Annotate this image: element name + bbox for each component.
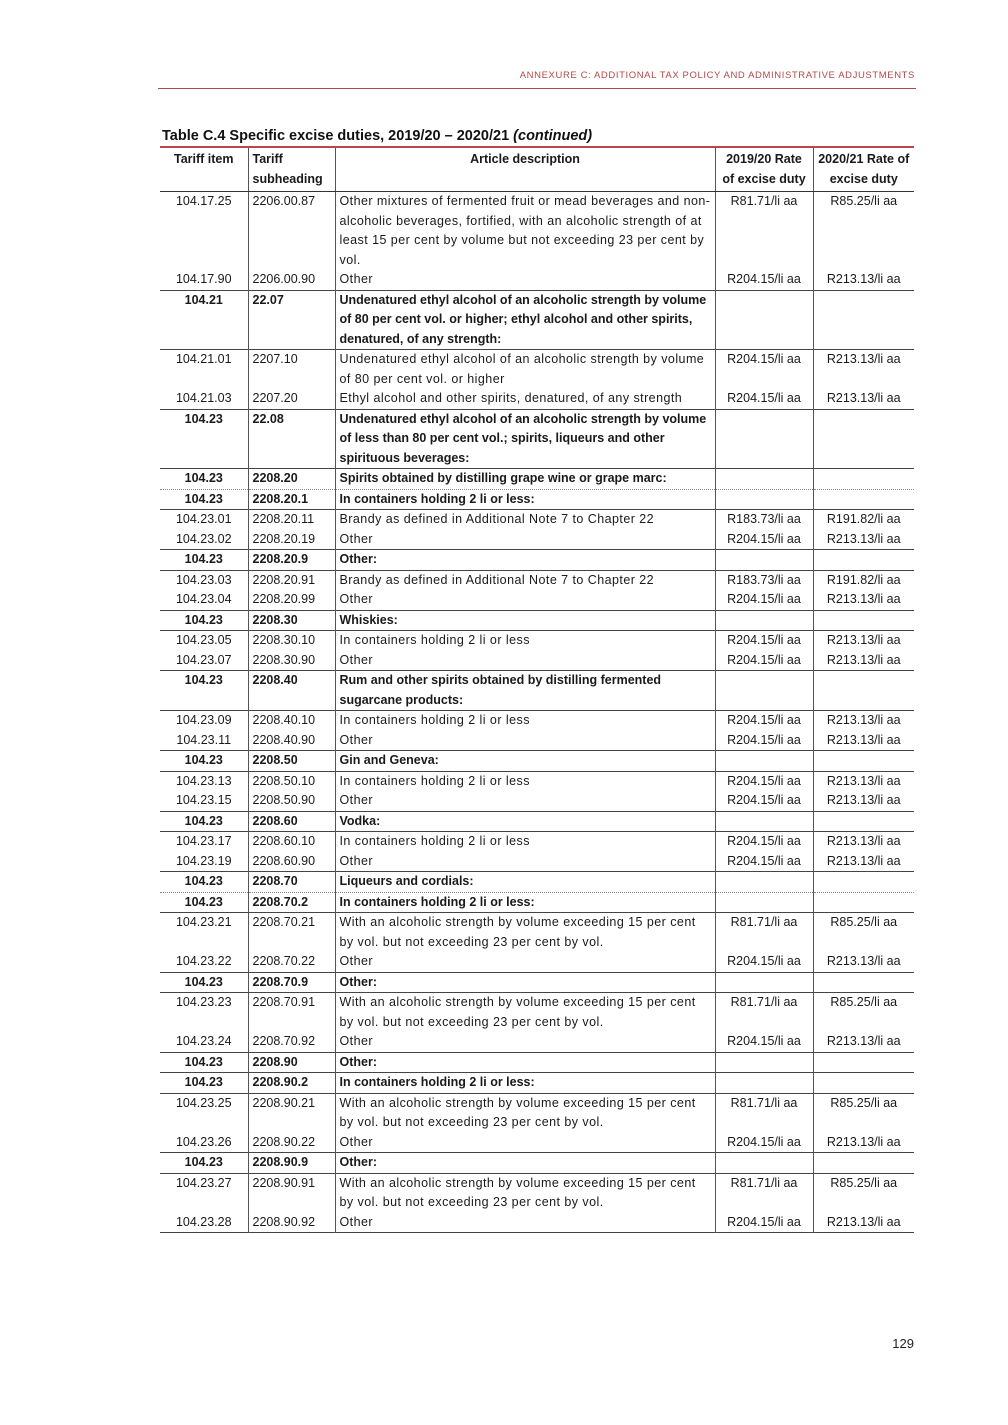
cell-tariff-item: 104.23.09 [175, 713, 232, 727]
cell-rate-2020-21: R191.82/li aa [813, 510, 914, 530]
table-row [160, 832, 914, 852]
cell-rate-2019-20 [715, 892, 813, 913]
cell-tariff-item: 104.23 [184, 753, 223, 767]
cell-rate-2020-21: R213.13/li aa [813, 1032, 914, 1052]
cell-tariff-item: 104.23.19 [175, 853, 232, 868]
cell-article-description: Other [335, 1032, 715, 1052]
cell-article-description: In containers holding 2 li or less [335, 771, 715, 791]
cell-article-description: Vodka: [335, 811, 715, 832]
cell-tariff-item: 104.23 [184, 874, 223, 888]
cell-rate-2019-20: R204.15/li aa [715, 1133, 813, 1153]
cell-article-description: With an alcoholic strength by volume exceeding 15 per cent by vol. but not exceeding 23 per cent by vol. [335, 1173, 715, 1213]
cell-rate-2019-20 [715, 550, 813, 571]
table-row [160, 610, 914, 631]
cell-article-description: Rum and other spirits obtained by distilling fermented sugarcane products: [335, 671, 715, 711]
cell-rate-2019-20: R204.15/li aa [715, 771, 813, 791]
cell-rate-2020-21: R213.13/li aa [813, 530, 914, 550]
table-row [160, 489, 914, 510]
cell-tariff-item: 104.23 [184, 1075, 223, 1089]
cell-rate-2019-20: R204.15/li aa [715, 651, 813, 671]
cell-article-description: Other: [335, 550, 715, 571]
cell-tariff-item: 104.23 [184, 974, 223, 989]
table-row [160, 711, 914, 731]
table-row [160, 550, 914, 571]
cell-rate-2019-20 [715, 489, 813, 510]
cell-rate-2019-20 [715, 872, 813, 893]
cell-rate-2019-20: R81.71/li aa [715, 1093, 813, 1133]
table-row [160, 751, 914, 772]
cell-tariff-subheading: 2208.60.90 [248, 852, 335, 872]
cell-tariff-subheading: 2208.90.21 [248, 1093, 335, 1133]
table-row [160, 771, 914, 791]
cell-rate-2020-21: R213.13/li aa [813, 791, 914, 811]
cell-tariff-subheading: 2208.60 [248, 811, 335, 832]
cell-article-description: In containers holding 2 li or less [335, 631, 715, 651]
cell-tariff-item: 104.23 [184, 471, 223, 485]
cell-rate-2020-21 [813, 290, 914, 350]
cell-rate-2019-20: R204.15/li aa [715, 1213, 813, 1233]
cell-article-description: Liqueurs and cordials: [335, 872, 715, 893]
cell-rate-2020-21 [813, 489, 914, 510]
table-row [160, 1093, 914, 1133]
cell-rate-2020-21: R85.25/li aa [813, 1173, 914, 1213]
cell-tariff-item: 104.23 [184, 813, 223, 828]
table-row [160, 671, 914, 711]
table-title [162, 128, 592, 144]
cell-rate-2019-20: R204.15/li aa [715, 791, 813, 811]
cell-rate-2020-21: R213.13/li aa [813, 1213, 914, 1233]
cell-rate-2019-20: R81.71/li aa [715, 192, 813, 271]
cell-rate-2020-21 [813, 469, 914, 490]
cell-rate-2020-21: R213.13/li aa [813, 832, 914, 852]
cell-article-description: Whiskies: [335, 610, 715, 631]
header-tariff-subheading: Tariff subheading [248, 147, 335, 192]
cell-rate-2019-20 [715, 610, 813, 631]
table-row [160, 852, 914, 872]
cell-article-description: Other: [335, 972, 715, 993]
table-row [160, 811, 914, 832]
cell-rate-2019-20 [715, 469, 813, 490]
cell-tariff-subheading: 2208.50.90 [248, 791, 335, 811]
cell-tariff-subheading: 2208.90.22 [248, 1133, 335, 1153]
excise-duties-table [160, 146, 914, 1233]
cell-rate-2019-20 [715, 1153, 813, 1174]
cell-tariff-item: 104.23 [184, 612, 223, 627]
cell-article-description: Other [335, 270, 715, 290]
table-row [160, 791, 914, 811]
cell-tariff-item: 104.17.25 [175, 194, 232, 208]
cell-article-description: In containers holding 2 li or less: [335, 892, 715, 913]
cell-rate-2019-20: R204.15/li aa [715, 832, 813, 852]
cell-tariff-item: 104.23.05 [175, 633, 232, 647]
cell-tariff-item: 104.23.27 [175, 1175, 232, 1190]
cell-tariff-item: 104.23.24 [175, 1034, 232, 1048]
cell-rate-2020-21: R213.13/li aa [813, 1133, 914, 1153]
cell-tariff-item: 104.23.15 [175, 793, 232, 807]
cell-rate-2019-20 [715, 671, 813, 711]
cell-rate-2020-21: R85.25/li aa [813, 913, 914, 953]
table-row [160, 570, 914, 590]
cell-tariff-subheading: 22.07 [248, 290, 335, 350]
header-rule [158, 88, 916, 89]
table-row [160, 993, 914, 1033]
cell-rate-2019-20: R204.15/li aa [715, 631, 813, 651]
cell-rate-2020-21 [813, 409, 914, 469]
table-row [160, 1173, 914, 1213]
cell-rate-2020-21: R191.82/li aa [813, 570, 914, 590]
cell-article-description: Other [335, 651, 715, 671]
cell-tariff-subheading: 2208.90.9 [248, 1153, 335, 1174]
cell-tariff-subheading: 2208.70.2 [248, 892, 335, 913]
cell-tariff-subheading: 2208.60.10 [248, 832, 335, 852]
cell-rate-2019-20: R204.15/li aa [715, 590, 813, 610]
cell-rate-2020-21: R85.25/li aa [813, 1093, 914, 1133]
cell-tariff-subheading: 2208.30 [248, 610, 335, 631]
cell-tariff-subheading: 2208.70.92 [248, 1032, 335, 1052]
cell-article-description: Other: [335, 1052, 715, 1073]
cell-tariff-item: 104.23.22 [175, 954, 232, 968]
cell-rate-2019-20 [715, 1073, 813, 1094]
table-title-text: Table C.4 Specific excise duties, 2019/20 – 2020/21 [162, 128, 510, 144]
table-row [160, 731, 914, 751]
cell-rate-2020-21: R213.13/li aa [813, 952, 914, 972]
cell-article-description: Ethyl alcohol and other spirits, denatured, of any strength [335, 389, 715, 409]
table-row [160, 409, 914, 469]
cell-article-description: Other [335, 1133, 715, 1153]
cell-tariff-item: 104.23.13 [175, 773, 232, 788]
cell-article-description: Other: [335, 1153, 715, 1174]
cell-tariff-subheading: 2208.20.99 [248, 590, 335, 610]
header-rate-2019-20: 2019/20 Rate of excise duty [715, 147, 813, 192]
cell-rate-2020-21: R213.13/li aa [813, 711, 914, 731]
cell-tariff-subheading: 2208.30.90 [248, 651, 335, 671]
cell-rate-2019-20: R204.15/li aa [715, 389, 813, 409]
cell-article-description: In containers holding 2 li or less [335, 711, 715, 731]
cell-tariff-subheading: 2206.00.90 [248, 270, 335, 290]
cell-tariff-subheading: 2208.90 [248, 1052, 335, 1073]
cell-rate-2020-21: R85.25/li aa [813, 993, 914, 1033]
running-header: ANNEXURE C: ADDITIONAL TAX POLICY AND ADMINISTRATIVE ADJUSTMENTS [519, 70, 915, 81]
cell-article-description: Other [335, 1213, 715, 1233]
cell-tariff-item: 104.21.01 [175, 352, 232, 366]
cell-rate-2019-20: R183.73/li aa [715, 570, 813, 590]
cell-rate-2020-21 [813, 811, 914, 832]
cell-article-description: In containers holding 2 li or less [335, 832, 715, 852]
cell-article-description: Other [335, 530, 715, 550]
cell-tariff-item: 104.23.21 [175, 915, 232, 929]
cell-tariff-subheading: 2208.70.22 [248, 952, 335, 972]
cell-tariff-subheading: 2208.20.91 [248, 570, 335, 590]
cell-rate-2019-20 [715, 409, 813, 469]
table-title-continued: (continued) [513, 128, 593, 144]
header-rate-2020-21: 2020/21 Rate of excise duty [813, 147, 914, 192]
cell-rate-2020-21: R213.13/li aa [813, 631, 914, 651]
cell-rate-2020-21 [813, 892, 914, 913]
cell-rate-2019-20 [715, 290, 813, 350]
table-row [160, 913, 914, 953]
cell-tariff-subheading: 2208.40.90 [248, 731, 335, 751]
cell-article-description: Other [335, 852, 715, 872]
table-row [160, 1073, 914, 1094]
cell-tariff-item: 104.23.11 [176, 732, 232, 747]
cell-tariff-subheading: 2208.20.11 [248, 510, 335, 530]
cell-article-description: With an alcoholic strength by volume exceeding 15 per cent by vol. but not exceeding 23 per cent by vol. [335, 1093, 715, 1133]
cell-tariff-subheading: 2207.20 [248, 389, 335, 409]
cell-article-description: Other [335, 731, 715, 751]
cell-rate-2019-20: R204.15/li aa [715, 270, 813, 290]
table-row [160, 590, 914, 610]
cell-article-description: With an alcoholic strength by volume exceeding 15 per cent by vol. but not exceeding 23 per cent by vol. [335, 993, 715, 1033]
cell-rate-2020-21: R213.13/li aa [813, 350, 914, 390]
cell-tariff-item: 104.23.04 [175, 592, 232, 606]
table-row [160, 389, 914, 409]
cell-rate-2020-21 [813, 1153, 914, 1174]
cell-tariff-subheading: 2208.50 [248, 751, 335, 772]
cell-tariff-item: 104.23 [184, 894, 223, 909]
table-row [160, 1153, 914, 1174]
cell-article-description: Undenatured ethyl alcohol of an alcoholic strength by volume of 80 per cent vol. or higher [335, 350, 715, 390]
cell-tariff-item: 104.23 [184, 552, 223, 566]
cell-rate-2019-20: R204.15/li aa [715, 350, 813, 390]
cell-article-description: Gin and Geneva: [335, 751, 715, 772]
table-row [160, 972, 914, 993]
table-row [160, 290, 914, 350]
cell-rate-2020-21 [813, 610, 914, 631]
cell-tariff-item: 104.23.26 [175, 1134, 232, 1149]
cell-rate-2020-21 [813, 1052, 914, 1073]
cell-rate-2019-20 [715, 1052, 813, 1073]
cell-article-description: Brandy as defined in Additional Note 7 to Chapter 22 [335, 510, 715, 530]
cell-rate-2020-21 [813, 872, 914, 893]
cell-rate-2019-20 [715, 811, 813, 832]
table-row [160, 530, 914, 550]
header-article-description: Article description [335, 147, 715, 192]
cell-rate-2020-21: R213.13/li aa [813, 852, 914, 872]
table-row [160, 1133, 914, 1153]
cell-article-description: Other [335, 791, 715, 811]
cell-rate-2019-20: R204.15/li aa [715, 731, 813, 751]
cell-tariff-subheading: 2208.20.9 [248, 550, 335, 571]
cell-tariff-subheading: 2208.50.10 [248, 771, 335, 791]
cell-article-description: Other mixtures of fermented fruit or mead beverages and non-alcoholic beverages, fortified, with an alcoholic strength of at least 15 per cent by volume but not exceeding 23 per cent by vol. [335, 192, 715, 271]
cell-rate-2019-20: R183.73/li aa [715, 510, 813, 530]
cell-article-description: With an alcoholic strength by volume exceeding 15 per cent by vol. but not exceeding 23 per cent by vol. [335, 913, 715, 953]
cell-rate-2019-20: R204.15/li aa [715, 530, 813, 550]
cell-article-description: Other [335, 952, 715, 972]
cell-rate-2019-20: R81.71/li aa [715, 913, 813, 953]
cell-tariff-subheading: 2208.20.1 [248, 489, 335, 510]
table-row [160, 192, 914, 271]
cell-article-description: Brandy as defined in Additional Note 7 to Chapter 22 [335, 570, 715, 590]
cell-rate-2019-20 [715, 972, 813, 993]
cell-tariff-subheading: 2208.90.2 [248, 1073, 335, 1094]
cell-tariff-subheading: 2208.70.21 [248, 913, 335, 953]
cell-tariff-subheading: 2208.70.9 [248, 972, 335, 993]
table-row [160, 350, 914, 390]
cell-tariff-item: 104.23.25 [175, 1095, 232, 1110]
cell-rate-2020-21: R213.13/li aa [813, 270, 914, 290]
cell-rate-2019-20: R204.15/li aa [715, 711, 813, 731]
table-body [160, 192, 914, 1233]
cell-article-description: In containers holding 2 li or less: [335, 1073, 715, 1094]
cell-tariff-item: 104.21 [184, 292, 223, 307]
cell-tariff-subheading: 2208.20 [248, 469, 335, 490]
cell-rate-2019-20: R81.71/li aa [715, 1173, 813, 1213]
cell-tariff-item: 104.23.01 [175, 512, 232, 526]
cell-article-description: Other [335, 590, 715, 610]
cell-tariff-item: 104.23.02 [175, 531, 232, 546]
cell-tariff-subheading: 2206.00.87 [248, 192, 335, 271]
cell-tariff-item: 104.23.03 [175, 572, 232, 587]
cell-tariff-item: 104.23 [184, 1054, 223, 1069]
cell-tariff-subheading: 22.08 [248, 409, 335, 469]
cell-rate-2020-21 [813, 550, 914, 571]
cell-rate-2020-21 [813, 972, 914, 993]
cell-rate-2020-21: R213.13/li aa [813, 590, 914, 610]
excise-table-container [160, 146, 914, 1233]
cell-tariff-item: 104.23 [184, 673, 223, 687]
cell-rate-2020-21: R213.13/li aa [813, 651, 914, 671]
page-number: 129 [892, 1336, 914, 1351]
cell-rate-2020-21: R85.25/li aa [813, 192, 914, 271]
header-tariff-item: Tariff item [160, 147, 248, 192]
cell-rate-2020-21: R213.13/li aa [813, 731, 914, 751]
cell-rate-2020-21: R213.13/li aa [813, 771, 914, 791]
cell-tariff-item: 104.23 [184, 1155, 223, 1169]
table-row [160, 510, 914, 530]
cell-rate-2019-20 [715, 751, 813, 772]
cell-rate-2020-21 [813, 1073, 914, 1094]
cell-tariff-subheading: 2208.40.10 [248, 711, 335, 731]
table-row [160, 1213, 914, 1233]
cell-article-description: Undenatured ethyl alcohol of an alcoholic strength by volume of 80 per cent vol. or higher; ethyl alcohol and other spirits, denatured, of any strength: [335, 290, 715, 350]
cell-article-description: Undenatured ethyl alcohol of an alcoholic strength by volume of less than 80 per cent vol.; spirits, liqueurs and other spirituous beverages: [335, 409, 715, 469]
table-row [160, 270, 914, 290]
cell-rate-2019-20: R204.15/li aa [715, 852, 813, 872]
cell-tariff-subheading: 2208.70.91 [248, 993, 335, 1033]
cell-tariff-subheading: 2208.70 [248, 872, 335, 893]
table-row [160, 1052, 914, 1073]
cell-tariff-subheading: 2208.90.92 [248, 1213, 335, 1233]
table-row [160, 469, 914, 490]
cell-tariff-item: 104.23 [184, 411, 223, 426]
table-row [160, 651, 914, 671]
cell-tariff-item: 104.21.03 [175, 391, 232, 405]
cell-tariff-item: 104.23.17 [175, 834, 232, 848]
cell-tariff-item: 104.23 [184, 491, 223, 506]
cell-rate-2019-20: R81.71/li aa [715, 993, 813, 1033]
table-row [160, 892, 914, 913]
cell-rate-2019-20: R204.15/li aa [715, 952, 813, 972]
cell-article-description: In containers holding 2 li or less: [335, 489, 715, 510]
cell-tariff-subheading: 2208.30.10 [248, 631, 335, 651]
table-row [160, 1032, 914, 1052]
cell-tariff-subheading: 2208.40 [248, 671, 335, 711]
table-row [160, 952, 914, 972]
cell-rate-2020-21 [813, 671, 914, 711]
cell-tariff-subheading: 2208.20.19 [248, 530, 335, 550]
cell-rate-2020-21: R213.13/li aa [813, 389, 914, 409]
cell-tariff-item: 104.23.07 [175, 652, 232, 667]
cell-tariff-subheading: 2207.10 [248, 350, 335, 390]
cell-article-description: Spirits obtained by distilling grape wine or grape marc: [335, 469, 715, 490]
table-row [160, 872, 914, 893]
table-row [160, 631, 914, 651]
cell-rate-2019-20: R204.15/li aa [715, 1032, 813, 1052]
table-header-row [160, 147, 914, 192]
cell-rate-2020-21 [813, 751, 914, 772]
cell-tariff-item: 104.23.28 [175, 1214, 232, 1229]
cell-tariff-item: 104.23.23 [175, 995, 232, 1009]
cell-tariff-item: 104.17.90 [175, 272, 232, 286]
cell-tariff-subheading: 2208.90.91 [248, 1173, 335, 1213]
